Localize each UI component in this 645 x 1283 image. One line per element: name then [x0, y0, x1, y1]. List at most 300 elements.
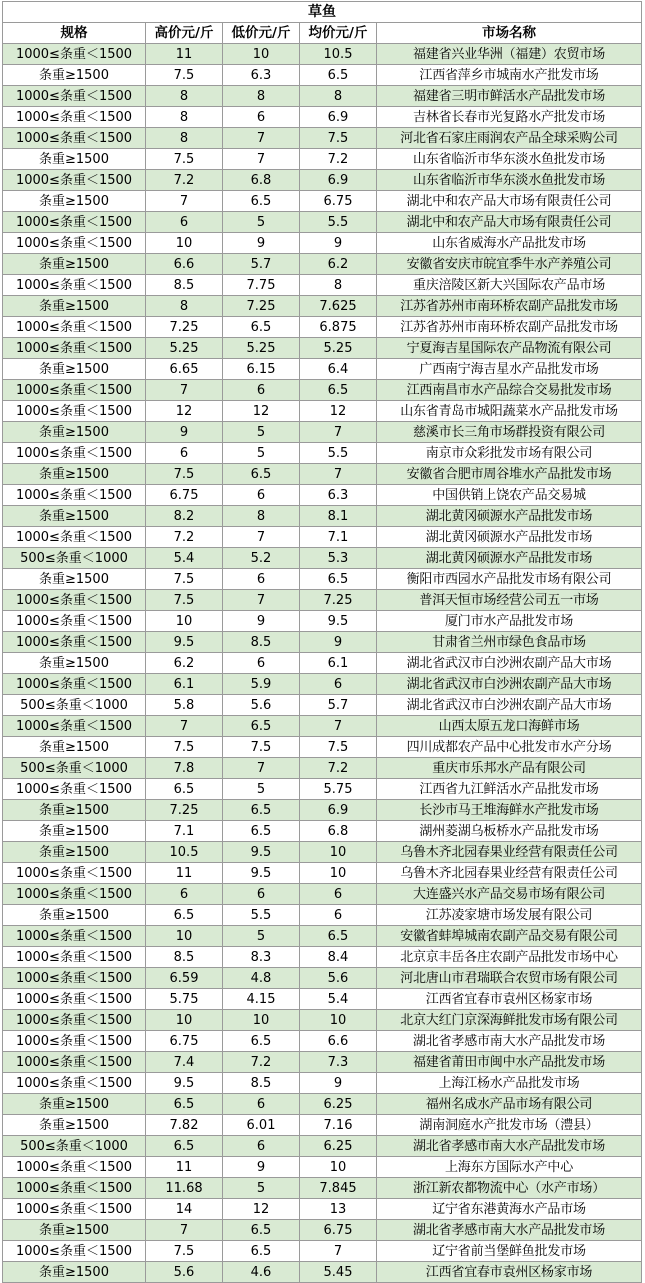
- spec-cell: 1000≤条重＜1500: [3, 338, 146, 359]
- market-cell: 江苏省苏州市南环桥农副产品批发市场: [377, 296, 642, 317]
- avg-price-cell: 6.2: [300, 254, 377, 275]
- high-price-cell: 6.65: [146, 359, 223, 380]
- table-row: [3, 1241, 642, 1262]
- low-price-cell: 6: [223, 653, 300, 674]
- avg-price-cell: 10: [300, 863, 377, 884]
- market-cell: 慈溪市长三角市场群投资有限公司: [377, 422, 642, 443]
- table-row: [3, 338, 642, 359]
- table-row: [3, 1115, 642, 1136]
- low-price-cell: 6.8: [223, 170, 300, 191]
- avg-price-cell: 13: [300, 1199, 377, 1220]
- spec-cell: 1000≤条重＜1500: [3, 590, 146, 611]
- spec-cell: 1000≤条重＜1500: [3, 884, 146, 905]
- low-price-cell: 7: [223, 590, 300, 611]
- high-price-cell: 5.25: [146, 338, 223, 359]
- table-row: [3, 884, 642, 905]
- spec-cell: 条重≥1500: [3, 821, 146, 842]
- table-row: [3, 1031, 642, 1052]
- market-cell: 宁夏海吉星国际农产品物流有限公司: [377, 338, 642, 359]
- low-price-cell: 5: [223, 212, 300, 233]
- low-price-cell: 6: [223, 1136, 300, 1157]
- table-row: [3, 947, 642, 968]
- high-price-cell: 5.8: [146, 695, 223, 716]
- high-price-cell: 6: [146, 212, 223, 233]
- spec-cell: 1000≤条重＜1500: [3, 779, 146, 800]
- low-price-cell: 6: [223, 380, 300, 401]
- spec-cell: 1000≤条重＜1500: [3, 947, 146, 968]
- low-price-cell: 8: [223, 86, 300, 107]
- high-price-cell: 8.2: [146, 506, 223, 527]
- avg-price-cell: 7: [300, 716, 377, 737]
- avg-price-cell: 6.75: [300, 1220, 377, 1241]
- high-price-cell: 6.5: [146, 905, 223, 926]
- table-row: [3, 905, 642, 926]
- avg-price-cell: 6: [300, 884, 377, 905]
- avg-price-cell: 8: [300, 86, 377, 107]
- high-price-cell: 7.5: [146, 464, 223, 485]
- avg-price-cell: 7.2: [300, 758, 377, 779]
- market-cell: 山东省威海水产品批发市场: [377, 233, 642, 254]
- table-row: [3, 1262, 642, 1283]
- low-price-cell: 7.2: [223, 1052, 300, 1073]
- table-row: [3, 674, 642, 695]
- spec-cell: 1000≤条重＜1500: [3, 275, 146, 296]
- spec-cell: 1000≤条重＜1500: [3, 170, 146, 191]
- market-cell: 浙江新农都物流中心（水产市场）: [377, 1178, 642, 1199]
- market-cell: 乌鲁木齐北园春果业经营有限责任公司: [377, 863, 642, 884]
- spec-cell: 1000≤条重＜1500: [3, 44, 146, 65]
- low-price-cell: 6: [223, 569, 300, 590]
- table-row: [3, 1136, 642, 1157]
- high-price-cell: 7.8: [146, 758, 223, 779]
- market-cell: 辽宁省东港黄海水产品市场: [377, 1199, 642, 1220]
- table-body: [3, 44, 642, 1283]
- high-price-cell: 6.1: [146, 674, 223, 695]
- spec-cell: 500≤条重＜1000: [3, 548, 146, 569]
- low-price-cell: 8.5: [223, 632, 300, 653]
- low-price-cell: 6.5: [223, 1220, 300, 1241]
- spec-cell: 500≤条重＜1000: [3, 758, 146, 779]
- spec-cell: 1000≤条重＜1500: [3, 611, 146, 632]
- spec-cell: 1000≤条重＜1500: [3, 485, 146, 506]
- market-cell: 福建省三明市鲜活水产品批发市场: [377, 86, 642, 107]
- spec-cell: 条重≥1500: [3, 1262, 146, 1283]
- market-cell: 江西省萍乡市城南水产批发市场: [377, 65, 642, 86]
- high-price-cell: 7: [146, 191, 223, 212]
- market-cell: 湖南洞庭水产批发市场（澧县）: [377, 1115, 642, 1136]
- market-cell: 福建省兴业华洲（福建）农贸市场: [377, 44, 642, 65]
- market-cell: 吉林省长春市光复路水产批发市场: [377, 107, 642, 128]
- market-cell: 江西省宜春市袁州区杨家市场: [377, 1262, 642, 1283]
- table-row: [3, 779, 642, 800]
- table-row: [3, 1052, 642, 1073]
- table-row: [3, 170, 642, 191]
- avg-price-cell: 5.25: [300, 338, 377, 359]
- table-row: [3, 695, 642, 716]
- spec-cell: 1000≤条重＜1500: [3, 863, 146, 884]
- market-cell: 江西省宜春市袁州区杨家市场: [377, 989, 642, 1010]
- table-row: [3, 86, 642, 107]
- avg-price-cell: 6.25: [300, 1094, 377, 1115]
- market-cell: 山东省临沂市华东淡水鱼批发市场: [377, 149, 642, 170]
- market-cell: 中国供销上饶农产品交易城: [377, 485, 642, 506]
- table-row: [3, 422, 642, 443]
- table-row: [3, 1178, 642, 1199]
- high-price-cell: 9: [146, 422, 223, 443]
- avg-price-cell: 6.5: [300, 65, 377, 86]
- table-row: [3, 464, 642, 485]
- low-price-cell: 6: [223, 107, 300, 128]
- spec-cell: 条重≥1500: [3, 191, 146, 212]
- avg-price-cell: 9: [300, 632, 377, 653]
- avg-price-cell: 10: [300, 1010, 377, 1031]
- market-cell: 衡阳市西园水产品批发市场有限公司: [377, 569, 642, 590]
- avg-price-cell: 8.1: [300, 506, 377, 527]
- high-price-cell: 7.4: [146, 1052, 223, 1073]
- avg-price-cell: 7: [300, 1241, 377, 1262]
- avg-price-cell: 5.5: [300, 443, 377, 464]
- avg-price-cell: 8: [300, 275, 377, 296]
- spec-cell: 1000≤条重＜1500: [3, 1010, 146, 1031]
- low-price-cell: 6.5: [223, 1241, 300, 1262]
- table-row: [3, 254, 642, 275]
- high-price-cell: 6.5: [146, 779, 223, 800]
- market-cell: 江苏凌家塘市场发展有限公司: [377, 905, 642, 926]
- high-price-cell: 11: [146, 1157, 223, 1178]
- low-price-cell: 4.8: [223, 968, 300, 989]
- market-cell: 南京市众彩批发市场有限公司: [377, 443, 642, 464]
- spec-cell: 条重≥1500: [3, 569, 146, 590]
- low-price-cell: 5.9: [223, 674, 300, 695]
- low-price-cell: 4.6: [223, 1262, 300, 1283]
- table-row: [3, 569, 642, 590]
- avg-price-cell: 5.3: [300, 548, 377, 569]
- high-price-cell: 11: [146, 44, 223, 65]
- high-price-cell: 8: [146, 86, 223, 107]
- low-price-cell: 6.5: [223, 191, 300, 212]
- table-row: [3, 590, 642, 611]
- spec-cell: 1000≤条重＜1500: [3, 674, 146, 695]
- avg-price-cell: 10.5: [300, 44, 377, 65]
- avg-price-cell: 12: [300, 401, 377, 422]
- low-price-cell: 10: [223, 1010, 300, 1031]
- table-row: [3, 758, 642, 779]
- high-price-cell: 7.25: [146, 317, 223, 338]
- spec-cell: 500≤条重＜1000: [3, 1136, 146, 1157]
- spec-cell: 条重≥1500: [3, 422, 146, 443]
- high-price-cell: 9.5: [146, 1073, 223, 1094]
- market-cell: 湖北中和农产品大市场有限责任公司: [377, 191, 642, 212]
- low-price-cell: 7: [223, 149, 300, 170]
- market-cell: 湖州菱湖乌板桥水产品批发市场: [377, 821, 642, 842]
- table-row: [3, 317, 642, 338]
- spec-cell: 条重≥1500: [3, 737, 146, 758]
- low-price-cell: 5.6: [223, 695, 300, 716]
- avg-price-cell: 7.2: [300, 149, 377, 170]
- table-row: [3, 716, 642, 737]
- header-row: [3, 23, 642, 44]
- market-cell: 乌鲁木齐北园春果业经营有限责任公司: [377, 842, 642, 863]
- avg-price-cell: 7.625: [300, 296, 377, 317]
- table-row: [3, 968, 642, 989]
- table-row: [3, 65, 642, 86]
- market-cell: 安徽省合肥市周谷堆水产品批发市场: [377, 464, 642, 485]
- market-cell: 山东省青岛市城阳蔬菜水产品批发市场: [377, 401, 642, 422]
- market-cell: 福州名成水产品市场有限公司: [377, 1094, 642, 1115]
- high-price-cell: 6.75: [146, 1031, 223, 1052]
- spec-cell: 1000≤条重＜1500: [3, 443, 146, 464]
- table-row: [3, 842, 642, 863]
- market-cell: 湖北中和农产品大市场有限责任公司: [377, 212, 642, 233]
- market-cell: 广西南宁海吉星水产品批发市场: [377, 359, 642, 380]
- spec-cell: 1000≤条重＜1500: [3, 632, 146, 653]
- header-low-price: 低价元/斤: [223, 23, 300, 44]
- high-price-cell: 14: [146, 1199, 223, 1220]
- market-cell: 湖北黄冈硕源水产品批发市场: [377, 506, 642, 527]
- table-row: [3, 1094, 642, 1115]
- spec-cell: 1000≤条重＜1500: [3, 1052, 146, 1073]
- market-cell: 湖北黄冈硕源水产品批发市场: [377, 548, 642, 569]
- spec-cell: 条重≥1500: [3, 1115, 146, 1136]
- avg-price-cell: 6.875: [300, 317, 377, 338]
- avg-price-cell: 6: [300, 905, 377, 926]
- high-price-cell: 7.5: [146, 65, 223, 86]
- spec-cell: 条重≥1500: [3, 653, 146, 674]
- table-row: [3, 926, 642, 947]
- low-price-cell: 6: [223, 485, 300, 506]
- low-price-cell: 9.5: [223, 863, 300, 884]
- high-price-cell: 6.2: [146, 653, 223, 674]
- low-price-cell: 5: [223, 443, 300, 464]
- spec-cell: 条重≥1500: [3, 359, 146, 380]
- avg-price-cell: 6.8: [300, 821, 377, 842]
- spec-cell: 条重≥1500: [3, 842, 146, 863]
- market-cell: 湖北省武汉市白沙洲农副产品大市场: [377, 674, 642, 695]
- avg-price-cell: 6.75: [300, 191, 377, 212]
- table-row: [3, 506, 642, 527]
- spec-cell: 条重≥1500: [3, 65, 146, 86]
- low-price-cell: 6.5: [223, 716, 300, 737]
- market-cell: 普洱天恒市场经营公司五一市场: [377, 590, 642, 611]
- high-price-cell: 10: [146, 233, 223, 254]
- market-cell: 重庆市乐邦水产品有限公司: [377, 758, 642, 779]
- avg-price-cell: 6.5: [300, 926, 377, 947]
- avg-price-cell: 7.845: [300, 1178, 377, 1199]
- table-row: [3, 1010, 642, 1031]
- low-price-cell: 8: [223, 506, 300, 527]
- spec-cell: 条重≥1500: [3, 506, 146, 527]
- spec-cell: 1000≤条重＜1500: [3, 1241, 146, 1262]
- market-cell: 湖北省武汉市白沙洲农副产品大市场: [377, 695, 642, 716]
- avg-price-cell: 7: [300, 464, 377, 485]
- high-price-cell: 8: [146, 107, 223, 128]
- market-cell: 河北省石家庄雨润农产品全球采购公司: [377, 128, 642, 149]
- avg-price-cell: 8.4: [300, 947, 377, 968]
- market-cell: 湖北省孝感市南大水产品批发市场: [377, 1220, 642, 1241]
- table-row: [3, 275, 642, 296]
- market-cell: 重庆涪陵区新大兴国际农产品市场: [377, 275, 642, 296]
- market-cell: 长沙市马王堆海鲜水产批发市场: [377, 800, 642, 821]
- avg-price-cell: 5.7: [300, 695, 377, 716]
- spec-cell: 1000≤条重＜1500: [3, 401, 146, 422]
- table-row: [3, 107, 642, 128]
- low-price-cell: 5.5: [223, 905, 300, 926]
- high-price-cell: 7.2: [146, 170, 223, 191]
- spec-cell: 条重≥1500: [3, 1094, 146, 1115]
- market-cell: 北京大红门京深海鲜批发市场有限公司: [377, 1010, 642, 1031]
- spec-cell: 条重≥1500: [3, 296, 146, 317]
- high-price-cell: 5.6: [146, 1262, 223, 1283]
- table-row: [3, 1157, 642, 1178]
- spec-cell: 1000≤条重＜1500: [3, 380, 146, 401]
- low-price-cell: 7: [223, 128, 300, 149]
- table-row: [3, 1073, 642, 1094]
- high-price-cell: 9.5: [146, 632, 223, 653]
- high-price-cell: 8: [146, 296, 223, 317]
- market-cell: 河北唐山市君瑞联合农贸市场有限公司: [377, 968, 642, 989]
- spec-cell: 条重≥1500: [3, 905, 146, 926]
- low-price-cell: 7.5: [223, 737, 300, 758]
- avg-price-cell: 10: [300, 1157, 377, 1178]
- table-row: [3, 548, 642, 569]
- high-price-cell: 7.5: [146, 569, 223, 590]
- market-cell: 四川成都农产品中心批发市水产分场: [377, 737, 642, 758]
- high-price-cell: 7: [146, 1220, 223, 1241]
- low-price-cell: 5.2: [223, 548, 300, 569]
- high-price-cell: 7.25: [146, 800, 223, 821]
- market-cell: 大连盛兴水产品交易市场有限公司: [377, 884, 642, 905]
- table-row: [3, 989, 642, 1010]
- table-row: [3, 359, 642, 380]
- market-cell: 上海江杨水产品批发市场: [377, 1073, 642, 1094]
- avg-price-cell: 7.5: [300, 737, 377, 758]
- low-price-cell: 7: [223, 527, 300, 548]
- low-price-cell: 9: [223, 611, 300, 632]
- low-price-cell: 12: [223, 401, 300, 422]
- market-cell: 山东省临沂市华东淡水鱼批发市场: [377, 170, 642, 191]
- table-row: [3, 149, 642, 170]
- spec-cell: 1000≤条重＜1500: [3, 527, 146, 548]
- high-price-cell: 5.75: [146, 989, 223, 1010]
- high-price-cell: 10: [146, 611, 223, 632]
- market-cell: 厦门市水产品批发市场: [377, 611, 642, 632]
- header-spec: 规格: [3, 23, 146, 44]
- avg-price-cell: 6.9: [300, 170, 377, 191]
- high-price-cell: 6: [146, 884, 223, 905]
- spec-cell: 1000≤条重＜1500: [3, 1178, 146, 1199]
- spec-cell: 条重≥1500: [3, 464, 146, 485]
- low-price-cell: 6: [223, 1094, 300, 1115]
- table-row: [3, 632, 642, 653]
- spec-cell: 500≤条重＜1000: [3, 695, 146, 716]
- high-price-cell: 5.4: [146, 548, 223, 569]
- low-price-cell: 5: [223, 1178, 300, 1199]
- high-price-cell: 10: [146, 926, 223, 947]
- market-cell: 江西省九江鲜活水产品批发市场: [377, 779, 642, 800]
- table-row: [3, 737, 642, 758]
- low-price-cell: 8.3: [223, 947, 300, 968]
- avg-price-cell: 10: [300, 842, 377, 863]
- high-price-cell: 7.5: [146, 149, 223, 170]
- low-price-cell: 7.75: [223, 275, 300, 296]
- avg-price-cell: 5.45: [300, 1262, 377, 1283]
- title-row: [3, 2, 642, 23]
- high-price-cell: 7.5: [146, 590, 223, 611]
- low-price-cell: 6: [223, 884, 300, 905]
- low-price-cell: 8.5: [223, 1073, 300, 1094]
- spec-cell: 1000≤条重＜1500: [3, 1031, 146, 1052]
- avg-price-cell: 5.5: [300, 212, 377, 233]
- high-price-cell: 10.5: [146, 842, 223, 863]
- spec-cell: 1000≤条重＜1500: [3, 1157, 146, 1178]
- spec-cell: 1000≤条重＜1500: [3, 212, 146, 233]
- low-price-cell: 6.5: [223, 800, 300, 821]
- table-row: [3, 296, 642, 317]
- high-price-cell: 8: [146, 128, 223, 149]
- market-cell: 安徽省蚌埠城南农副产品交易有限公司: [377, 926, 642, 947]
- market-cell: 湖北省孝感市南大水产品批发市场: [377, 1031, 642, 1052]
- spec-cell: 条重≥1500: [3, 149, 146, 170]
- high-price-cell: 7.5: [146, 737, 223, 758]
- low-price-cell: 5: [223, 926, 300, 947]
- avg-price-cell: 6: [300, 674, 377, 695]
- table-row: [3, 44, 642, 65]
- avg-price-cell: 6.9: [300, 107, 377, 128]
- low-price-cell: 6.01: [223, 1115, 300, 1136]
- market-cell: 江苏省苏州市南环桥农副产品批发市场: [377, 317, 642, 338]
- avg-price-cell: 7.1: [300, 527, 377, 548]
- avg-price-cell: 9: [300, 233, 377, 254]
- low-price-cell: 5.7: [223, 254, 300, 275]
- high-price-cell: 6.75: [146, 485, 223, 506]
- spec-cell: 1000≤条重＜1500: [3, 317, 146, 338]
- high-price-cell: 6: [146, 443, 223, 464]
- header-avg-price: 均价元/斤: [300, 23, 377, 44]
- market-cell: 江西南昌市水产品综合交易批发市场: [377, 380, 642, 401]
- table-title: 草鱼: [3, 2, 642, 23]
- table-row: [3, 443, 642, 464]
- avg-price-cell: 6.1: [300, 653, 377, 674]
- low-price-cell: 6.5: [223, 821, 300, 842]
- table-row: [3, 821, 642, 842]
- high-price-cell: 7: [146, 380, 223, 401]
- high-price-cell: 7.1: [146, 821, 223, 842]
- high-price-cell: 8.5: [146, 275, 223, 296]
- high-price-cell: 10: [146, 1010, 223, 1031]
- high-price-cell: 12: [146, 401, 223, 422]
- avg-price-cell: 9.5: [300, 611, 377, 632]
- spec-cell: 1000≤条重＜1500: [3, 128, 146, 149]
- low-price-cell: 10: [223, 44, 300, 65]
- low-price-cell: 9: [223, 233, 300, 254]
- high-price-cell: 6.6: [146, 254, 223, 275]
- market-cell: 湖北省武汉市白沙洲农副产品大市场: [377, 653, 642, 674]
- avg-price-cell: 5.6: [300, 968, 377, 989]
- low-price-cell: 7: [223, 758, 300, 779]
- market-cell: 湖北黄冈硕源水产品批发市场: [377, 527, 642, 548]
- low-price-cell: 12: [223, 1199, 300, 1220]
- market-cell: 山西太原五龙口海鲜市场: [377, 716, 642, 737]
- avg-price-cell: 6.9: [300, 800, 377, 821]
- header-high-price: 高价元/斤: [146, 23, 223, 44]
- avg-price-cell: 7.16: [300, 1115, 377, 1136]
- low-price-cell: 9: [223, 1157, 300, 1178]
- low-price-cell: 4.15: [223, 989, 300, 1010]
- table-row: [3, 1199, 642, 1220]
- table-row: [3, 401, 642, 422]
- table-row: [3, 212, 642, 233]
- table-row: [3, 611, 642, 632]
